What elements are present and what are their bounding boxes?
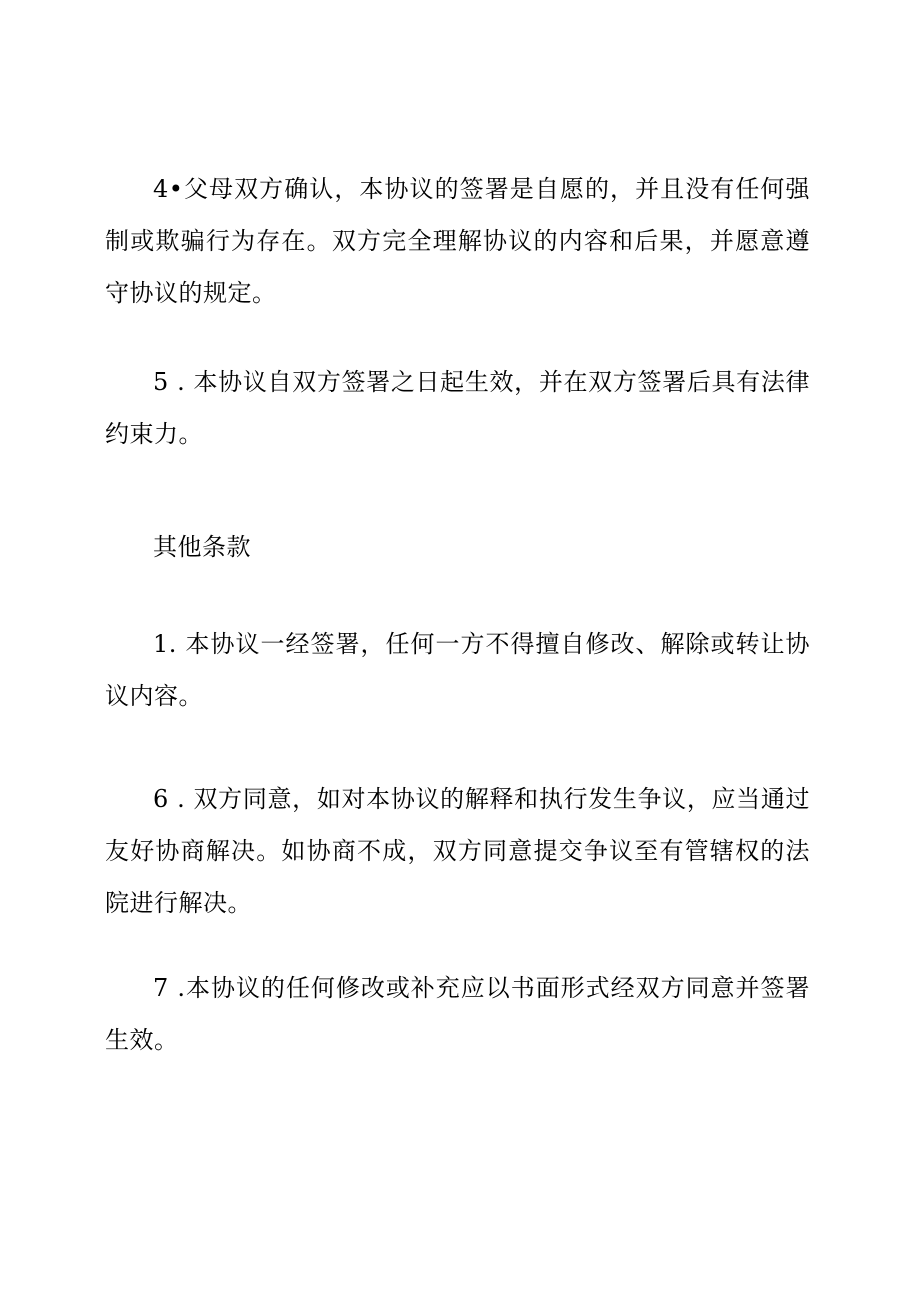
paragraph-voluntary-signing: 4•父母双方确认，本协议的签署是自愿的，并且没有任何强制或欺骗行为存在。双方完全理解协议的内容和后果，并愿意遵守协议的规定。 bbox=[105, 175, 810, 307]
paragraph-effective-date: 5 . 本协议自双方签署之日起生效，并在双方签署后具有法律约束力。 bbox=[105, 368, 810, 448]
clause-dispute-resolution: 6 . 双方同意，如对本协议的解释和执行发生争议，应当通过友好协商解决。如协商不成，双方同意提交争议至有管辖权的法院进行解决。 bbox=[105, 785, 810, 917]
clause-no-modification: 1. 本协议一经签署，任何一方不得擅自修改、解除或转让协议内容。 bbox=[105, 630, 810, 710]
section-heading-other-terms: 其他条款 bbox=[153, 533, 251, 561]
clause-written-amendment: 7 .本协议的任何修改或补充应以书面形式经双方同意并签署生效。 bbox=[105, 974, 810, 1054]
